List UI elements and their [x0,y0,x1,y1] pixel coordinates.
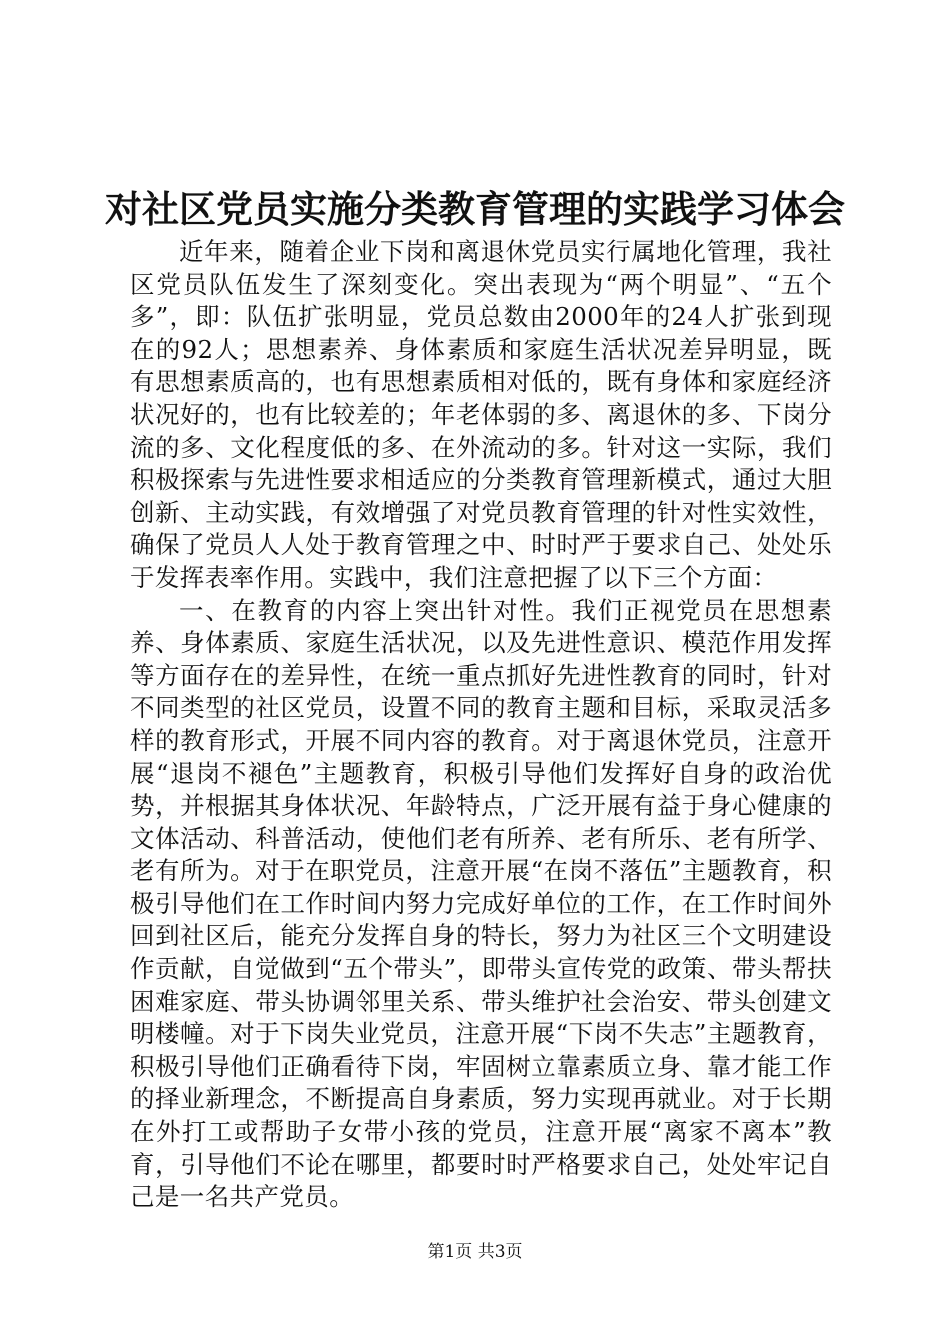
page-number-footer: 第1页 共3页 [427,1242,523,1262]
paragraph-section-one: 一、在教育的内容上突出针对性。我们正视党员在思想素养、身体素质、家庭生活状况，以及先进性意识、模范作用发挥等方面存在的差异性，在统一重点抓好先进性教育的同时，针对不同类型的社区党员，设置不同的教育主题和目标，采取灵活多样的教育形式，开展不同内容的教育。对于离退休党员，注意开展“退岗不褪色”主题教育，积极引导他们发挥好自身的政治优势，并根据其身体状况、年龄特点，广泛开展有益于身心健康的文体活动、科普活动，使他们老有所养、老有所乐、老有所学、老有所为。对于在职党员，注意开展“在岗不落伍”主题教育，积极引导他们在工作时间内努力完成好单位的工作，在工作时间外回到社区后，能充分发挥自身的特长，努力为社区三个文明建设作贡献，自觉做到“五个带头”，即带头宣传党的政策、带头帮扶困难家庭、带头协调邻里关系、带头维护社会治安、带头创建文明楼幢。对于下岗失业党员，注意开展“下岗不失志”主题教育，积极引导他们正确看待下岗，牢固树立靠素质立身、靠才能工作的择业新理念，不断提高自身素质，努力实现再就业。对于长期在外打工或帮助子女带小孩的党员，注意开展“离家不离本”教育，引导他们不论在哪里，都要时时严格要求自己，处处牢记自己是一名共产党员。 [130,595,832,1212]
paragraph-intro: 近年来，随着企业下岗和离退休党员实行属地化管理，我社区党员队伍发生了深刻变化。突出表现为“两个明显”、“五个多”，即：队伍扩张明显，党员总数由2000年的24人扩张到现在的92人；思想素养、身体素质和家庭生活状况差异明显，既有思想素质高的，也有思想素质相对低的，既有身体和家庭经济状况好的，也有比较差的；年老体弱的多、离退休的多、下岗分流的多、文化程度低的多、在外流动的多。针对这一实际，我们积极探索与先进性要求相适应的分类教育管理新模式，通过大胆创新、主动实践，有效增强了对党员教育管理的针对性实效性，确保了党员人人处于教育管理之中、时时严于要求自己、处处乐于发挥表率作用。实践中，我们注意把握了以下三个方面： [130,237,832,592]
document-body [130,236,832,1214]
document-title: 对社区党员实施分类教育管理的实践学习体会 [105,187,845,231]
